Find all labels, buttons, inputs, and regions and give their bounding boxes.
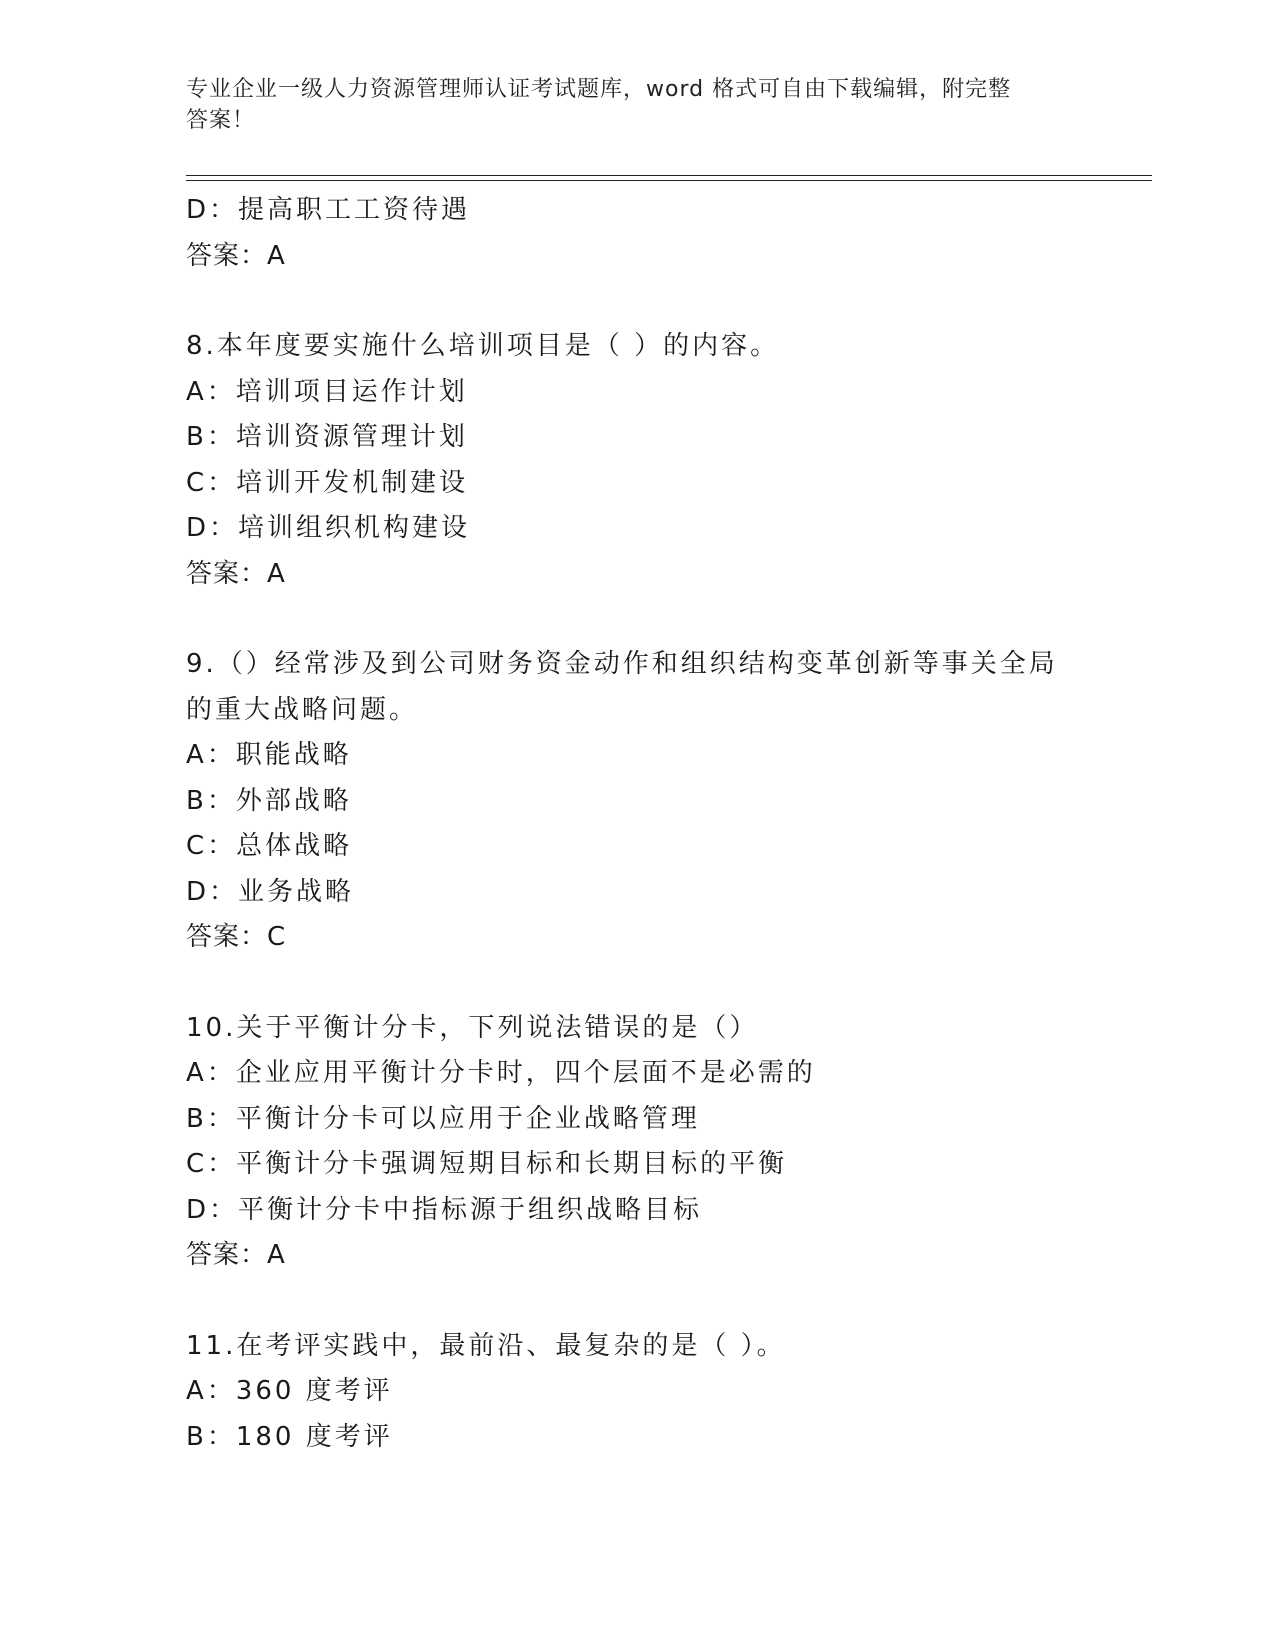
option-d: D：平衡计分卡中指标源于组织战略目标 <box>186 1194 703 1225</box>
header-line-1: 专业企业一级人力资源管理师认证考试题库，word 格式可自由下载编辑，附完整 <box>186 77 1012 102</box>
header-line-2: 答案！ <box>186 108 256 133</box>
option-b: B：外部战略 <box>186 785 352 816</box>
option-c: C：平衡计分卡强调短期目标和长期目标的平衡 <box>186 1149 788 1179</box>
question-stem: 9.（）经常涉及到公司财务资金动作和组织结构变革创新等事关全局 <box>186 649 1058 679</box>
spacer <box>186 1279 1146 1324</box>
option-c: C：培训开发机制建设 <box>186 467 469 498</box>
answer: 答案：C <box>186 922 287 952</box>
question-11 <box>186 1324 1146 1461</box>
question-stem: 10.关于平衡计分卡，下列说法错误的是（） <box>186 1012 759 1043</box>
option-c: C：总体战略 <box>186 831 353 861</box>
answer: 答案：A <box>186 1240 286 1270</box>
question-stem: 8.本年度要实施什么培训项目是（ ）的内容。 <box>186 331 780 361</box>
spacer <box>186 597 1146 642</box>
answer: 答案：A <box>186 558 286 589</box>
option-a: A：企业应用平衡计分卡时，四个层面不是必需的 <box>186 1058 816 1088</box>
option-b: B：180 度考评 <box>186 1421 393 1452</box>
spacer <box>186 961 1146 1006</box>
option-d: D：提高职工工资待遇 <box>186 195 471 225</box>
header-divider-bottom <box>186 180 1152 181</box>
question-stem: 11.在考评实践中，最前沿、最复杂的是（ ）。 <box>186 1330 786 1361</box>
question-10 <box>186 1006 1146 1279</box>
option-a: A：职能战略 <box>186 740 352 770</box>
answer: 答案：A <box>186 240 286 271</box>
option-a: A：培训项目运作计划 <box>186 376 468 407</box>
header-divider-top <box>186 175 1152 176</box>
option-b: B：平衡计分卡可以应用于企业战略管理 <box>186 1103 700 1134</box>
option-d: D：业务战略 <box>186 876 355 907</box>
question-8 <box>186 324 1146 597</box>
question-content <box>186 188 1146 1460</box>
option-a: A：360 度考评 <box>186 1376 393 1406</box>
spacer <box>186 279 1146 324</box>
question-9 <box>186 642 1146 961</box>
option-d: D：培训组织机构建设 <box>186 513 471 543</box>
document-header <box>186 74 1066 136</box>
question-stem-continued: 的重大战略问题。 <box>186 694 419 725</box>
option-b: B：培训资源管理计划 <box>186 422 468 452</box>
